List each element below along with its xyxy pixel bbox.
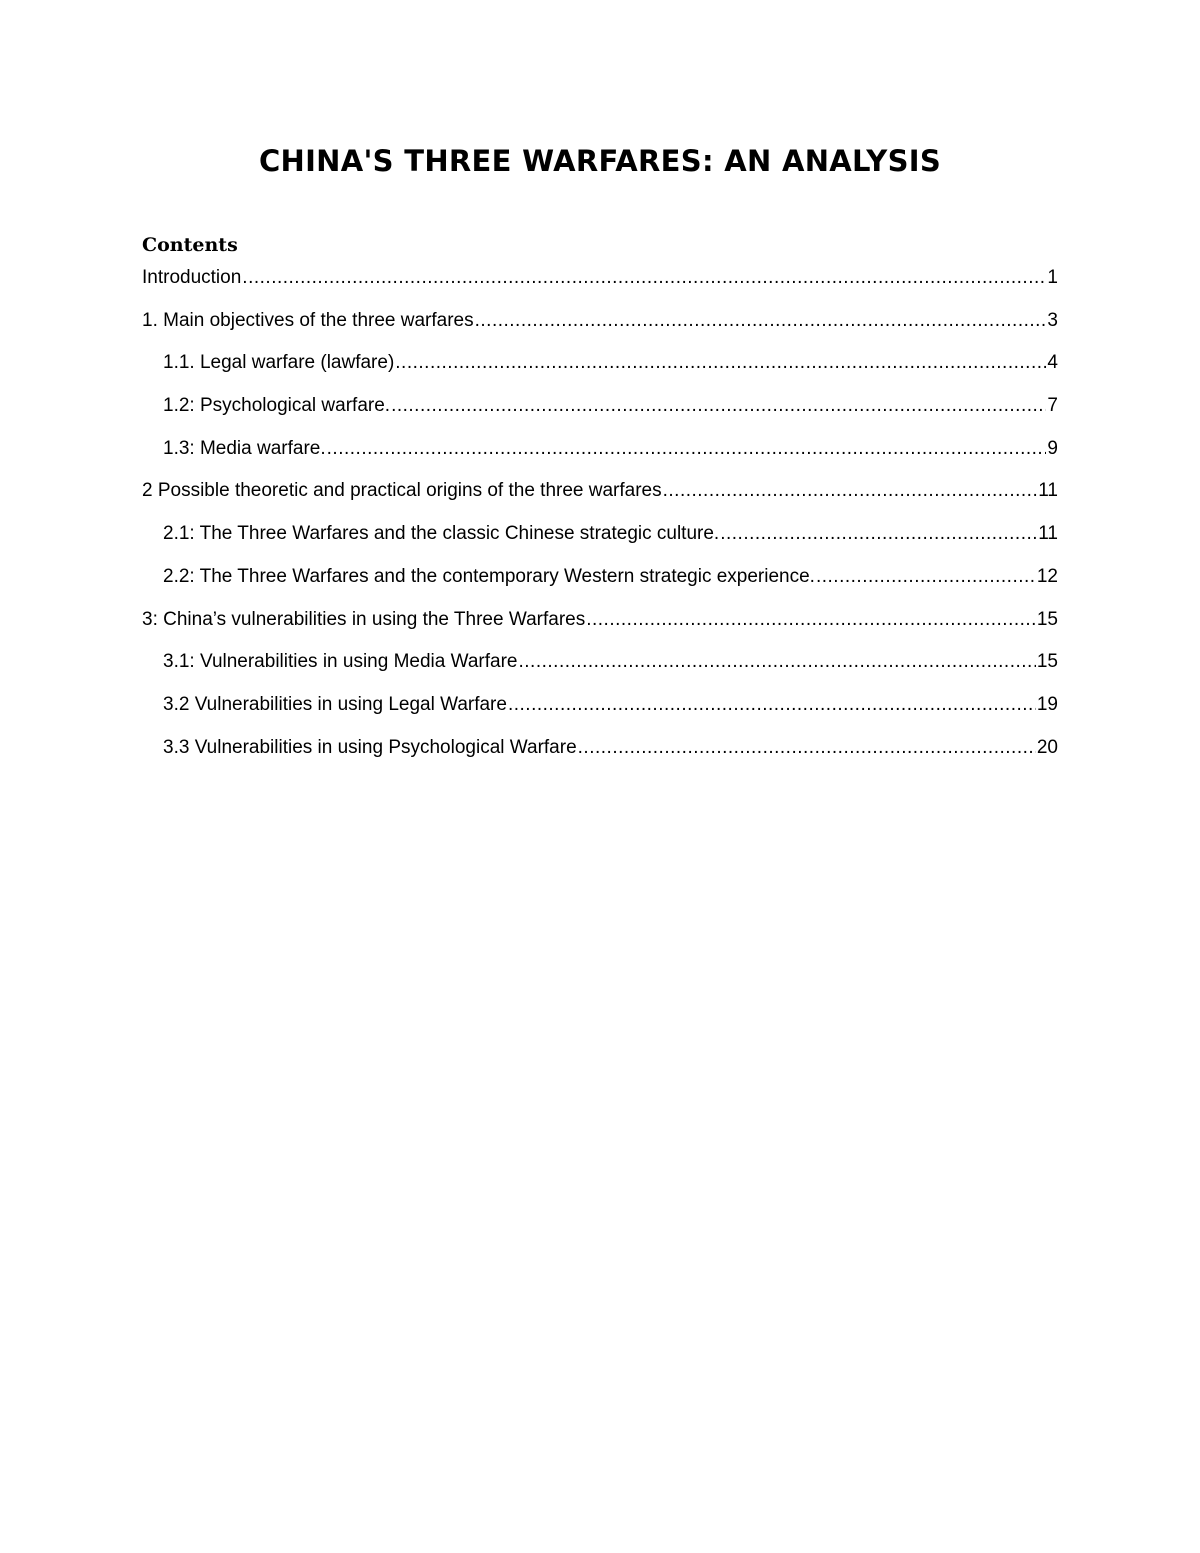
toc-entry[interactable] [142,691,1058,734]
toc-entry-text: 3.1: Vulnerabilities in using Media Warfare [163,651,518,673]
toc-entry[interactable] [142,477,1058,520]
toc-page-number: 11 [1038,523,1058,545]
toc-entry[interactable] [142,563,1058,606]
document-title: CHINA'S THREE WARFARES: AN ANALYSIS [258,144,942,178]
toc-dot-leader [720,520,1037,548]
toc-page-number: 3 [1047,309,1058,331]
toc-page-number: 9 [1047,437,1058,459]
toc-page-number: 1 [1047,267,1058,288]
toc-entry[interactable] [142,734,1058,777]
toc-page-number: 7 [1047,395,1058,417]
toc-entry[interactable] [142,264,1058,307]
toc-entry-text: 2.1: The Three Warfares and the classic Chinese strategic culture. [163,523,720,545]
toc-dot-leader [391,392,1046,420]
toc-page-number: 4 [1047,352,1058,374]
toc-dot-leader [586,606,1036,634]
toc-entry-text: Introduction [142,267,242,288]
toc-entry[interactable] [142,349,1058,392]
toc-page-number: 11 [1038,480,1058,502]
toc-entry-text: 2 Possible theoretic and practical origins of the three warfares [142,480,662,502]
toc-page-number: 12 [1036,565,1058,587]
toc-entry-text: 3: China’s vulnerabilities in using the Three Warfares [142,608,586,630]
toc-dot-leader [475,307,1047,335]
toc-dot-leader [395,349,1046,377]
contents-heading: Contents [142,234,238,256]
toc-entry[interactable] [142,307,1058,350]
toc-entry-text: 2.2: The Three Warfares and the contemporary Western strategic experience. [163,565,815,587]
toc-entry-text: 3.2 Vulnerabilities in using Legal Warfare [163,693,507,715]
toc-entry[interactable] [142,648,1058,691]
toc-entry-text: 1.3: Media warfare. [163,437,326,459]
toc-entry[interactable] [142,606,1058,649]
toc-entry-text: 1.1. Legal warfare (lawfare) [163,352,395,374]
toc-entry[interactable] [142,520,1058,563]
toc-dot-leader [663,477,1038,505]
toc-dot-leader [508,691,1036,719]
toc-entry-text: 1. Main objectives of the three warfares [142,309,474,331]
toc-dot-leader [519,648,1036,676]
toc-page-number: 15 [1036,608,1058,630]
toc-page-number: 20 [1036,736,1058,758]
toc-entry-text: 3.3 Vulnerabilities in using Psychological Warfare [163,736,577,758]
table-of-contents [142,264,1058,776]
toc-entry[interactable] [142,392,1058,435]
toc-dot-leader [327,435,1047,463]
toc-dot-leader [242,264,1046,292]
toc-page-number: 15 [1036,651,1058,673]
toc-entry-text: 1.2: Psychological warfare. [163,395,391,417]
toc-dot-leader [816,563,1036,591]
toc-page-number: 19 [1036,693,1058,715]
toc-dot-leader [578,734,1036,762]
toc-entry[interactable] [142,435,1058,478]
